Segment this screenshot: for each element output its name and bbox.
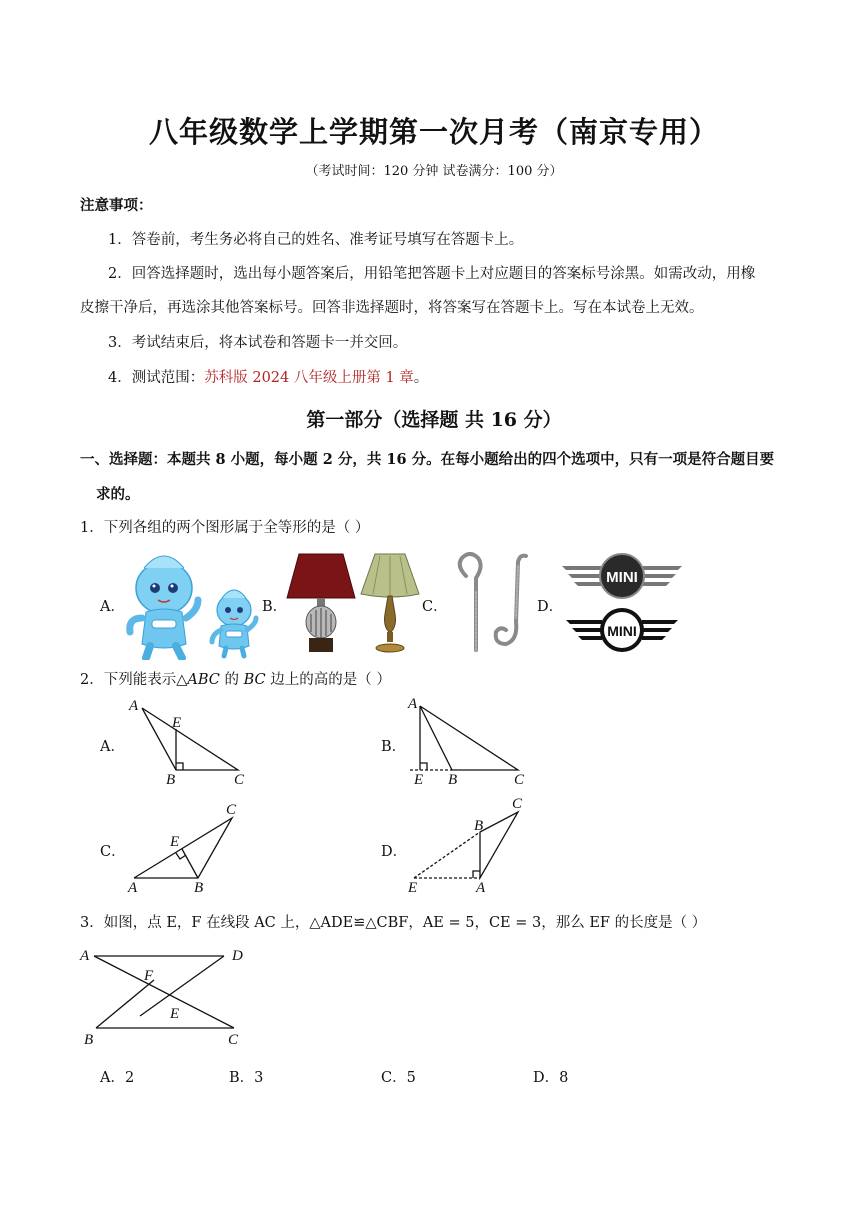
q2-stem-bc: BC: [243, 672, 266, 688]
q2d-label-e: E: [408, 880, 418, 894]
q2c-label-e: E: [170, 834, 180, 850]
q2-option-c-label: C．: [100, 844, 126, 860]
q2b-label-a: A: [408, 696, 418, 712]
lamp-green: [361, 554, 419, 652]
q2-stem-prefix: 2．下列能表示△: [80, 672, 188, 688]
q2b-label-c: C: [514, 772, 525, 788]
mini-logo-bottom-text: MINI: [607, 623, 637, 639]
q2d-height: [414, 832, 480, 878]
question-1-stem: 1．下列各组的两个图形属于全等形的是（ ）: [80, 520, 370, 536]
q2-stem-suffix: 边上的高的是（ ）: [265, 672, 391, 688]
q2a-right-angle: [176, 763, 183, 770]
q2-option-b-label: B．: [381, 739, 407, 755]
q2b-right-angle: [420, 763, 427, 770]
mini-logo-pair-image: [560, 550, 684, 658]
q2b-triangle: [420, 706, 518, 770]
q3-option-d: D．8: [533, 1070, 569, 1086]
q3-option-b: B．3: [229, 1070, 264, 1086]
q2a-label-b: B: [166, 772, 176, 788]
q2c-height: [182, 849, 198, 878]
mini-logo-top: [562, 554, 682, 598]
q2a-label-a: A: [129, 698, 139, 714]
hook-pair-image: [448, 552, 534, 656]
part1-instruction-line2: 求的。: [96, 486, 140, 503]
question-3-stem: 3．如图，点 E，F 在线段 AC 上，△ADE≌△CBF，AE = 5，CE = 3，那么 EF 的长度是（ ）: [80, 915, 707, 931]
q2d-label-c: C: [512, 796, 523, 812]
section-title: 第一部分（选择题 共 16 分）: [306, 409, 562, 431]
q3-label-c: C: [228, 1032, 239, 1048]
hook-right: [496, 556, 526, 644]
q2d-label-a: A: [476, 880, 486, 894]
exam-info: （考试时间：120 分钟 试卷满分：100 分）: [305, 164, 563, 179]
q3-segment-bf: [96, 980, 154, 1028]
mini-logo-bottom: [566, 608, 678, 652]
q2c-label-c: C: [226, 802, 237, 818]
q2d-right-angle: [473, 871, 480, 878]
q3-option-a: A．2: [100, 1070, 135, 1086]
notice-item-3: 3．考试结束后，将本试卷和答题卡一并交回。: [108, 335, 408, 351]
q2c-label-b: B: [194, 880, 204, 896]
mascot-pair-image: [124, 548, 260, 660]
q2d-triangle: [480, 812, 518, 878]
q3-label-a: A: [80, 948, 90, 964]
q3-label-d: D: [232, 948, 243, 964]
q2-figure-d: [404, 794, 534, 894]
q3-option-c: C．5: [381, 1070, 416, 1086]
page-title: 八年级数学上学期第一次月考（南京专用）: [148, 115, 719, 149]
q2-figure-c: [124, 798, 254, 896]
mascot-small: [212, 590, 256, 656]
mini-logo-top-text: MINI: [606, 569, 638, 586]
q3-segment-ac: [94, 956, 234, 1028]
q2c-triangle: [134, 818, 232, 878]
q2d-label-b: B: [474, 818, 484, 834]
q2a-label-c: C: [234, 772, 245, 788]
q1-option-d-label: D．: [537, 599, 564, 615]
q3-label-b: B: [84, 1032, 94, 1048]
q2c-label-a: A: [128, 880, 138, 896]
q1-option-a-label: A．: [100, 599, 125, 615]
notice-item-1: 1．答卷前，考生务必将自己的姓名、准考证号填写在答题卡上。: [108, 232, 524, 248]
mascot-large: [130, 556, 198, 658]
q3-figure: [74, 940, 264, 1052]
question-2-stem: [80, 670, 391, 690]
notice-item-4: [108, 368, 428, 388]
notice-item-4-prefix: 4．测试范围：: [108, 370, 205, 386]
notice-item-2-line2: 皮擦干净后，再选涂其他答案标号。回答非选择题时，将答案写在答题卡上。写在本试卷上无效。: [80, 300, 704, 316]
q2-stem-mid: 的: [219, 672, 244, 688]
lamp-red: [287, 554, 355, 652]
q3-label-f: F: [144, 968, 154, 984]
notice-item-4-suffix: 。: [413, 370, 429, 386]
q2-figure-a: [124, 696, 254, 792]
q1-option-c-label: C．: [422, 599, 448, 615]
test-scope: 苏科版 2024 八年级上册第 1 章: [204, 370, 414, 386]
q2-option-a-label: A．: [100, 739, 125, 755]
q2b-label-e: E: [414, 772, 424, 788]
q2b-label-b: B: [448, 772, 458, 788]
notice-heading: 注意事项：: [80, 197, 153, 214]
lamp-pair-image: [285, 552, 433, 656]
q2-stem-abc: ABC: [187, 672, 220, 688]
q1-option-b-label: B．: [262, 599, 288, 615]
q2a-label-e: E: [172, 715, 182, 731]
q3-label-e: E: [170, 1006, 180, 1022]
part1-instruction-line1: 一、选择题：本题共 8 小题，每小题 2 分，共 16 分。在每小题给出的四个选项中，只有一项是符合题目要: [80, 451, 775, 468]
notice-item-2-line1: 2．回答选择题时，选出每小题答案后，用铅笔把答题卡上对应题目的答案标号涂黑。如需改动，用橡: [108, 266, 756, 282]
q2-option-d-label: D．: [381, 844, 408, 860]
q2a-triangle: [142, 708, 238, 770]
q2-figure-b: [404, 696, 534, 792]
hook-left: [460, 554, 481, 650]
